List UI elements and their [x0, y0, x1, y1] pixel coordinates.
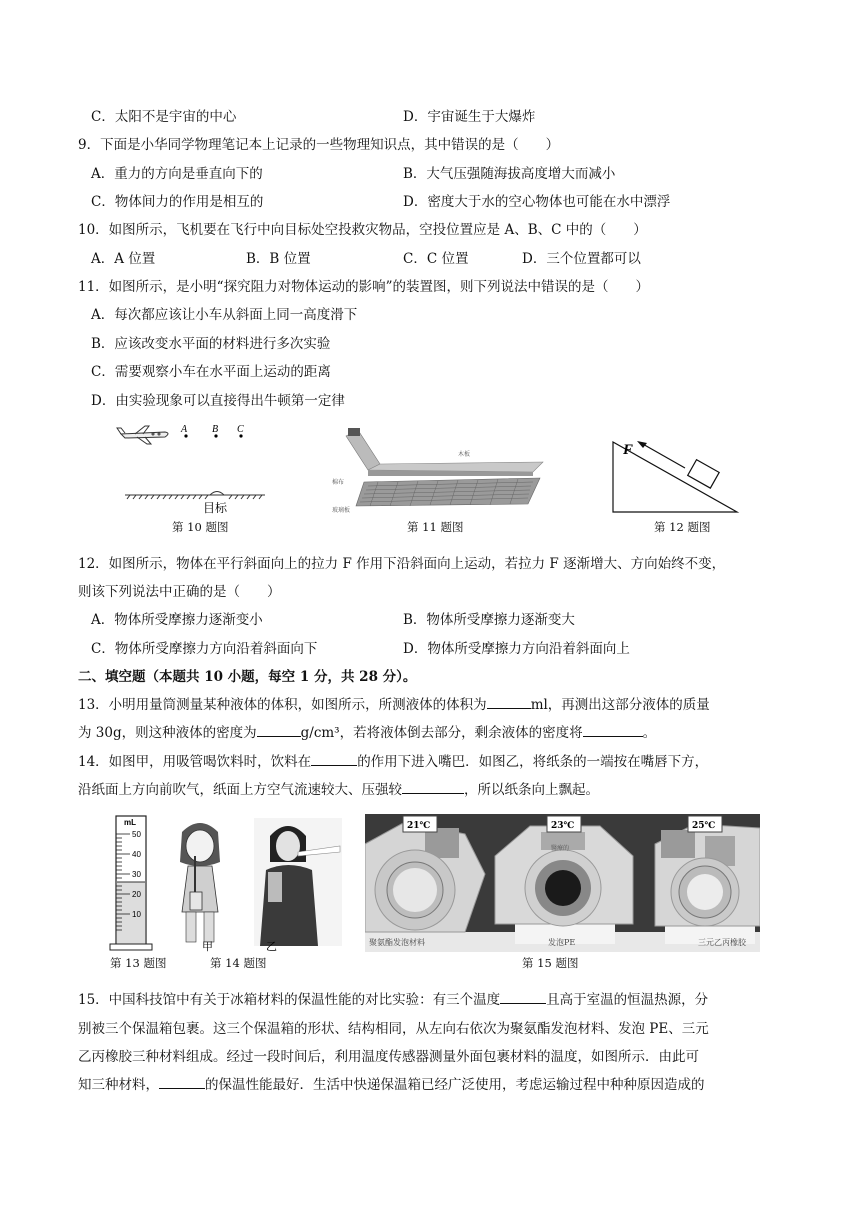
figure-13 [108, 812, 158, 952]
ground-line [125, 492, 265, 500]
q14-text-1: 14．如图甲，用吸管喝饮料时，饮料在 [78, 754, 312, 770]
girl-drinking-figure [180, 823, 220, 942]
temp-2: 23℃ [551, 821, 575, 831]
cloth-label: 棉布 [332, 479, 345, 486]
point-b-label: B [212, 424, 219, 435]
material-1: 聚氨酯发泡材料 [369, 938, 425, 947]
tick-50: 50 [132, 830, 141, 839]
q13-line2 [78, 724, 656, 742]
q14-line2 [78, 781, 599, 799]
q15-blank-best [159, 1088, 205, 1089]
q13-line1 [78, 696, 710, 714]
q10-option-c: C．C 位置 [403, 251, 469, 267]
tick-20: 20 [132, 890, 141, 899]
cart-icon [348, 428, 360, 436]
q12-option-b: B．物体所受摩擦力逐渐变大 [403, 612, 575, 628]
point-c-label: C [237, 424, 244, 435]
cup [190, 892, 202, 910]
q15-line3: 乙丙橡胶三种材料组成。经过一段时间后，利用温度传感器测量外面包裹材料的温度，如图所示．由此可 [78, 1049, 699, 1065]
tick-10: 10 [132, 910, 141, 919]
q11-option-d: D．由实验现象可以直接得出牛顿第一定律 [91, 393, 345, 409]
q15-text-1: 15．中国科技馆中有关于冰箱材料的保温性能的对比实验：有三个温度 [78, 992, 501, 1008]
q9-stem: 9．下面是小华同学物理笔记本上记录的一些物理知识点，其中错误的是（ ） [78, 137, 560, 153]
q15-text-2: 且高于室温的恒温热源，分 [546, 992, 709, 1008]
caption-fig14: 第 14 题图 [210, 956, 267, 970]
point-a-label: A [181, 424, 188, 435]
box-epdm [655, 824, 760, 944]
q11-option-b: B．应该改变水平面的材料进行多次实验 [91, 336, 331, 352]
figure-14 [170, 812, 350, 952]
box-sign: 醫療的 [551, 845, 570, 852]
temp-3: 25℃ [692, 821, 716, 831]
q14-text-4: ，所以纸条向上飘起。 [464, 782, 599, 798]
caption-fig11: 第 11 题图 [407, 520, 464, 534]
figure-15 [365, 814, 760, 952]
q13-text-4: g/cm³，若将液体倒去部分，剩余液体的密度将 [300, 725, 583, 741]
q9-option-b: B．大气压强随海拔高度增大而减小 [403, 166, 616, 182]
q13-text-2: ml，再测出这部分液体的质量 [530, 697, 710, 713]
q15-blank-temp [500, 1003, 546, 1004]
label-jia: 甲 [202, 940, 213, 952]
figure-11 [328, 420, 548, 520]
q8-option-d: D．宇宙诞生于大爆炸 [403, 109, 536, 125]
glass-plate [356, 478, 540, 506]
block [688, 460, 719, 488]
caption-fig10: 第 10 题图 [172, 520, 229, 534]
q15-text-3: 知三种材料， [78, 1077, 159, 1093]
q14-blank-pressure [311, 765, 357, 766]
q14-text-3: 沿纸面上方向前吹气，纸面上方空气流速较大、压强较 [78, 782, 402, 798]
q13-text-3: 为 30g，则这种液体的密度为 [78, 725, 257, 741]
board-label: 木板 [458, 451, 471, 458]
q12-option-a: A．物体所受摩擦力逐渐变小 [91, 612, 263, 628]
figure-12 [605, 420, 745, 515]
unit-label: mL [124, 818, 136, 827]
q8-option-c: C．太阳不是宇宙的中心 [91, 109, 237, 125]
q9-option-c: C．物体间力的作用是相互的 [91, 194, 264, 210]
box-pe-foam [495, 826, 633, 944]
girl-blowing-photo [254, 818, 342, 946]
q13-blank-remaining [583, 736, 643, 737]
q9-option-d: D．密度大于水的空心物体也可能在水中漂浮 [403, 194, 671, 210]
target-label: 目标 [203, 501, 228, 515]
ramp [346, 428, 543, 476]
q9-option-a: A．重力的方向是垂直向下的 [91, 166, 263, 182]
q10-option-a: A．A 位置 [91, 251, 156, 267]
q11-stem: 11．如图所示，是小明“探究阻力对物体运动的影响”的装置图，则下列说法中错误的是（ ） [78, 279, 649, 295]
q12-stem-line1: 12．如图所示，物体在平行斜面向上的拉力 F 作用下沿斜面向上运动，若拉力 F 逐渐增大、方向始终不变， [78, 556, 726, 572]
q11-option-a: A．每次都应该让小车从斜面上同一高度滑下 [91, 307, 358, 323]
q12-option-c: C．物体所受摩擦力方向沿着斜面向下 [91, 641, 318, 657]
q13-blank-density [257, 736, 301, 737]
q10-option-d: D．三个位置都可以 [522, 251, 641, 267]
q12-option-d: D．物体所受摩擦力方向沿着斜面向上 [403, 641, 630, 657]
q15-line2: 别被三个保温箱包裹。这三个保温箱的形状、结构相同，从左向右依次为聚氨酯发泡材料、发泡 PE、三元 [78, 1021, 709, 1037]
q13-blank-volume [487, 708, 531, 709]
glass-label: 玻璃板 [332, 507, 351, 514]
q15-line4 [78, 1076, 705, 1094]
label-yi: 乙 [266, 940, 277, 952]
temp-1: 21℃ [407, 821, 431, 831]
airplane-icon [117, 426, 168, 444]
material-3: 三元乙丙橡胶 [698, 938, 746, 947]
q14-blank-small [402, 793, 464, 794]
tick-30: 30 [132, 870, 141, 879]
q15-line1 [78, 991, 708, 1009]
force-arrow [637, 441, 685, 468]
q10-stem: 10．如图所示，飞机要在飞行中向目标处空投救灾物品，空投位置应是 A、B、C 中的（ ） [78, 222, 647, 238]
caption-fig13: 第 13 题图 [110, 956, 167, 970]
q13-text-1: 13．小明用量筒测量某种液体的体积，如图所示，所测液体的体积为 [78, 697, 487, 713]
q14-text-2: 的作用下进入嘴巴．如图乙，将纸条的一端按在嘴唇下方， [357, 754, 709, 770]
q10-option-b: B．B 位置 [246, 251, 311, 267]
q15-text-4: 的保温性能最好．生活中快递保温箱已经广泛使用，考虑运输过程中种种原因造成的 [205, 1077, 705, 1093]
q13-text-5: 。 [642, 725, 657, 741]
force-label: F [623, 442, 634, 458]
figure-10 [115, 420, 285, 520]
caption-fig12: 第 12 题图 [654, 520, 711, 534]
box-polyurethane [365, 822, 485, 932]
material-2: 发泡PE [548, 938, 576, 947]
q12-stem-line2: 则该下列说法中正确的是（ ） [78, 584, 281, 600]
q14-line1 [78, 753, 708, 771]
caption-fig15: 第 15 题图 [522, 956, 579, 970]
tick-40: 40 [132, 850, 141, 859]
q11-option-c: C．需要观察小车在水平面上运动的距离 [91, 364, 331, 380]
section-2-heading: 二、填空题（本题共 10 小题，每空 1 分，共 28 分）。 [78, 669, 417, 685]
